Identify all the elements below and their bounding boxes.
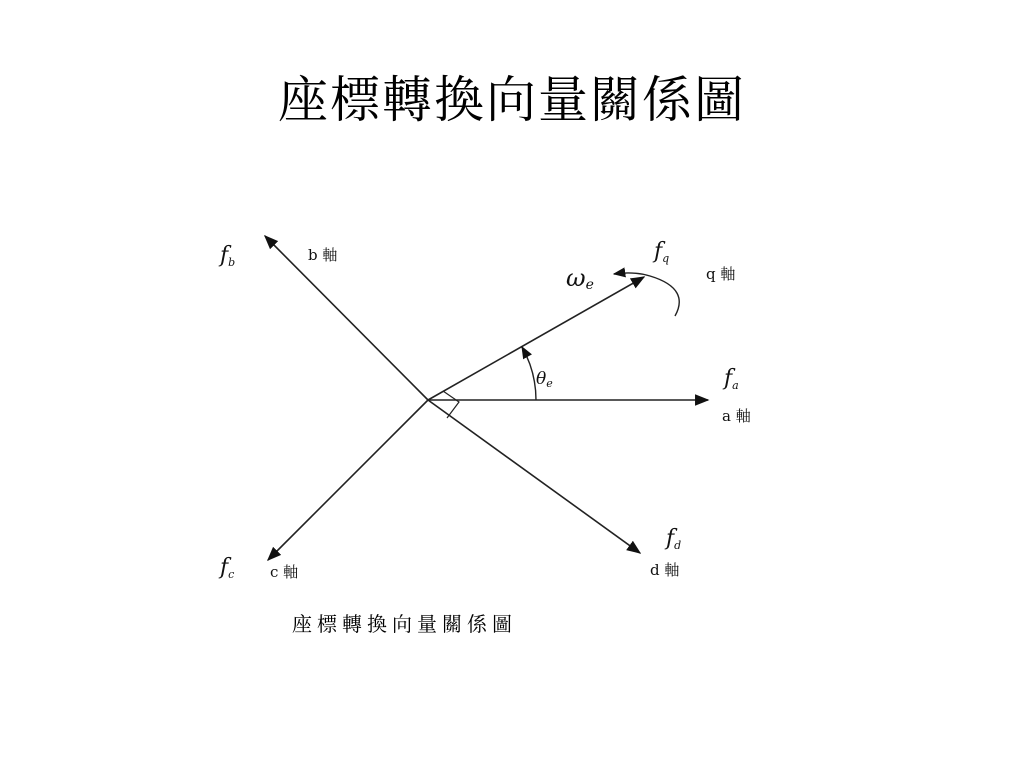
fb-label: $f_b$ (220, 243, 236, 269)
q-axis-label: q 軸 (706, 265, 736, 283)
fq-label: $f_q$ (654, 239, 670, 265)
slide-title: 座標轉換向量關係圖 (278, 71, 746, 129)
fa-label: $f_a$ (724, 366, 739, 392)
theta-e-label: θe (536, 369, 553, 390)
right-angle-mark (443, 391, 459, 418)
omega-arc (614, 273, 679, 316)
theta-arc (522, 347, 536, 400)
b-axis-vector (265, 236, 428, 400)
c-axis-label: c 軸 (270, 563, 299, 581)
fc-label: $f_c$ (220, 555, 235, 581)
fd-label: $f_d$ (666, 526, 682, 552)
omega-e-label: ωe (566, 264, 594, 293)
b-axis-label: b 軸 (308, 246, 338, 264)
a-axis-label: a 軸 (722, 407, 751, 425)
figure-caption: 座標轉換向量關係圖 (292, 612, 517, 636)
d-axis-label: d 軸 (650, 561, 680, 579)
c-axis-vector (268, 400, 428, 560)
d-axis-vector (428, 400, 640, 553)
